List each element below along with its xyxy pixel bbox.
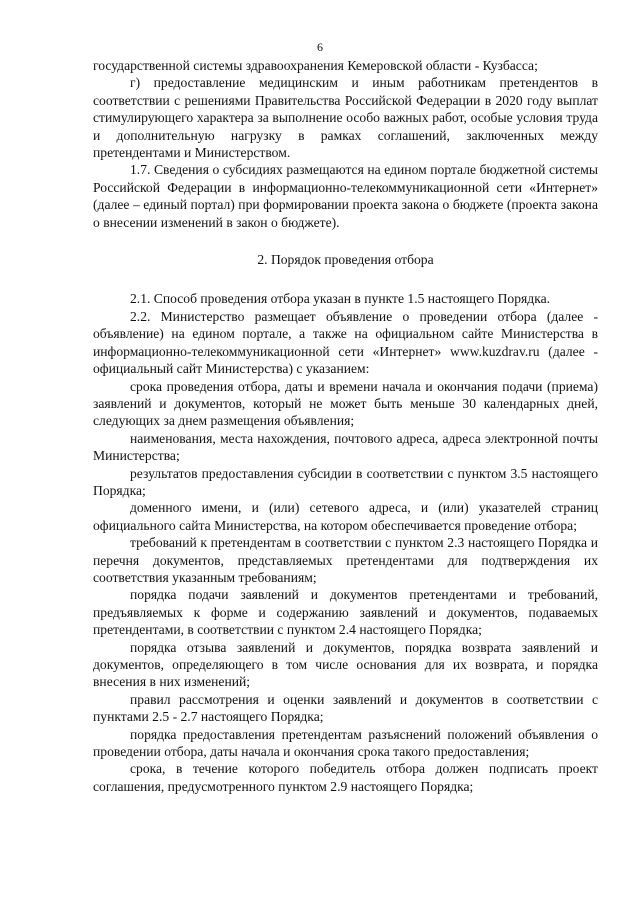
page-number: 6 [317,40,323,54]
paragraph: государственной системы здравоохранения Кемеровской области - Кузбасса; [93,58,538,73]
list-item: порядка отзыва заявлений и документов, порядка возврата заявлений и документов, определяющего в том числе основания для их возврата, и порядка внесения в них изменений; [93,639,598,690]
paragraph: 1.7. Сведения о субсидиях размещаются на едином портале бюджетной системы Российской Федерации в информационно-телекоммуникационной сети «Интернет» (далее – единый портал) при формировании проекта закона о бюджете (проекта закона о внесении изменений в закон о бюджете). [93,162,598,230]
list-item: порядка предоставления претендентам разъяснений положений объявления о проведении отбора, даты начала и окончания срока такого предоставления; [93,726,598,760]
list-item: порядка подачи заявлений и документов претендентами и требований, предъявляемых к форме и содержанию заявлений и документов, подаваемых претендентами, в соответствии с пунктом 2.4 настоящего Порядка; [93,587,598,638]
list-item: правил рассмотрения и оценки заявлений и документов в соответствии с пунктами 2.5 - 2.7 настоящего Порядка; [93,691,598,725]
paragraph: 2.1. Способ проведения отбора указан в пункте 1.5 настоящего Порядка. [130,291,551,307]
section-heading: 2. Порядок проведения отбора [257,252,434,268]
list-item: срока, в течение которого победитель отбора должен подписать проект соглашения, предусмотренного пунктом 2.9 настоящего Порядка; [93,761,598,794]
paragraph: 2.2. Министерство размещает объявление о проведении отбора (далее - объявление) на едином портале, а также на официальном сайте Министерства в информационно-телекоммуникационной сети «Интернет» www.kuzdrav.ru (далее - официальный сайт Министерства) с указанием: [93,308,598,377]
list-item: срока проведения отбора, даты и времени начала и окончания подачи (приема) заявлений и документов, который не может быть меньше 30 календарных дней, следующих за днем размещения объявления; [93,378,598,429]
list-item: доменного имени, и (или) сетевого адреса, и (или) указателей страниц официального сайта Министерства, на котором обеспечивается проведение отбора; [93,500,598,533]
paragraph: г) предоставление медицинским и иным работникам претендентов в соответствии с решениями Правительства Российской Федерации в 2020 году выплат стимулирующего характера за выполнение особо важных работ, особые условия труда и дополнительную нагрузку в рамках соглашений, заключенных между претендентами и Министерством. [93,75,598,161]
list-item: требований к претендентам в соответствии с пунктом 2.3 настоящего Порядка и перечня документов, представляемых претендентами для подтверждения их соответствия указанным требованиям; [93,535,598,585]
list-item: наименования, места нахождения, почтового адреса, адреса электронной почты Министерства; [93,430,598,464]
list-item: результатов предоставления субсидии в соответствии с пунктом 3.5 настоящего Порядка; [93,465,598,498]
document-body [93,57,598,795]
